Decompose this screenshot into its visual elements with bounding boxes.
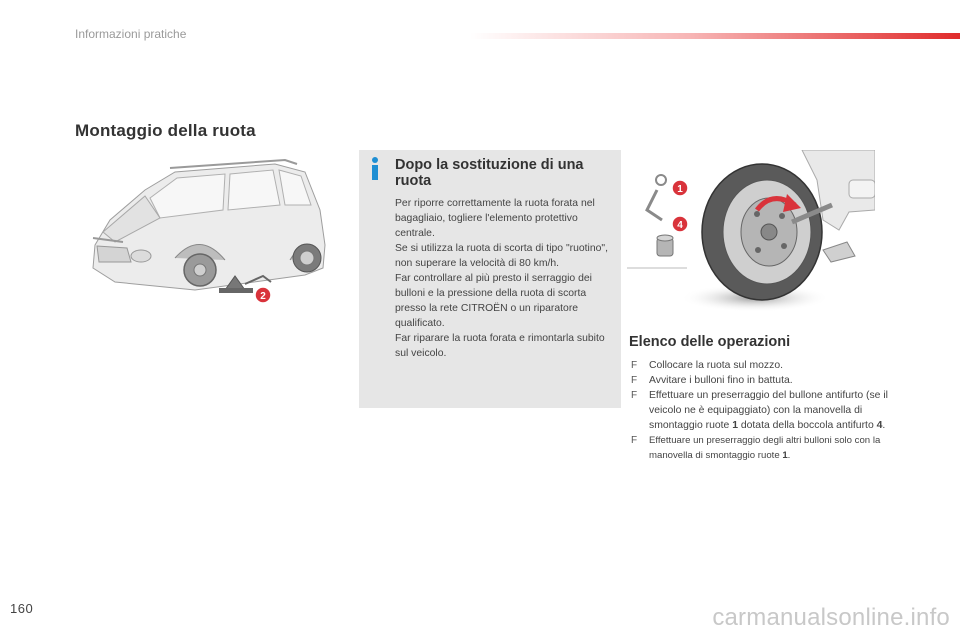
checkbox-bullet-icon: F <box>631 375 638 386</box>
item-ref-1: 1 <box>782 450 788 461</box>
list-item <box>629 373 909 388</box>
list-item-text: . <box>787 450 791 461</box>
list-item-text: . <box>882 420 886 431</box>
info-paragraph-2: Se si utilizza la ruota di scorta di tipo "ruotino", non superare la velocità di 80 km/h. <box>395 243 608 269</box>
list-item <box>629 358 909 373</box>
info-icon <box>365 156 385 182</box>
info-paragraph-4: Far riparare la ruota forata e rimontarla subito sul veicolo. <box>395 333 605 359</box>
operations-title: Elenco delle operazioni <box>629 334 791 350</box>
list-item-text: Effettuare un preserraggio del bullone antifurto (se il veicolo ne è equipaggiato) con la manovella di smontaggio ruote <box>649 390 888 431</box>
list-item-text: Effettuare un preserraggio degli altri bulloni solo con la manovella di smontaggio ruote <box>649 435 881 461</box>
item-ref-1: 1 <box>732 420 738 431</box>
item-ref-4: 4 <box>876 420 883 431</box>
watermark: carmanualsonline.info <box>712 604 950 631</box>
page-number: 160 <box>10 601 34 616</box>
operations-list <box>629 358 909 463</box>
list-item-text: Avvitare i bulloni fino in battuta. <box>649 375 793 386</box>
wheel-illustration <box>627 150 875 315</box>
running-header: Informazioni pratiche <box>75 27 187 41</box>
callout-4-label: 4 <box>677 220 683 231</box>
list-item <box>629 433 909 463</box>
list-item <box>629 388 909 433</box>
callout-2-label: 2 <box>260 291 266 302</box>
info-box-title: Dopo la sostituzione di una ruota <box>395 157 584 189</box>
info-paragraph-1: Per riporre correttamente la ruota forata nel bagagliaio, togliere l'elemento protettivo centrale. <box>395 198 595 239</box>
checkbox-bullet-icon: F <box>631 360 638 371</box>
info-paragraph-3: Far controllare al più presto il serraggio dei bulloni e la pressione della ruota di scorta presso la rete CITROËN o un riparatore qualificato. <box>395 273 592 329</box>
section-title: Montaggio della ruota <box>75 121 256 140</box>
list-item-text: dotata della boccola antifurto <box>737 420 877 431</box>
car-drawing <box>75 150 350 315</box>
wheel-drawing <box>627 150 875 315</box>
header-accent-line <box>470 33 960 39</box>
checkbox-bullet-icon: F <box>631 390 638 401</box>
car-illustration <box>75 150 350 315</box>
info-box <box>359 150 621 408</box>
callout-1-label: 1 <box>677 184 683 195</box>
checkbox-bullet-icon: F <box>631 435 638 446</box>
list-item-text: Collocare la ruota sul mozzo. <box>649 360 783 371</box>
info-box-body <box>395 196 617 361</box>
